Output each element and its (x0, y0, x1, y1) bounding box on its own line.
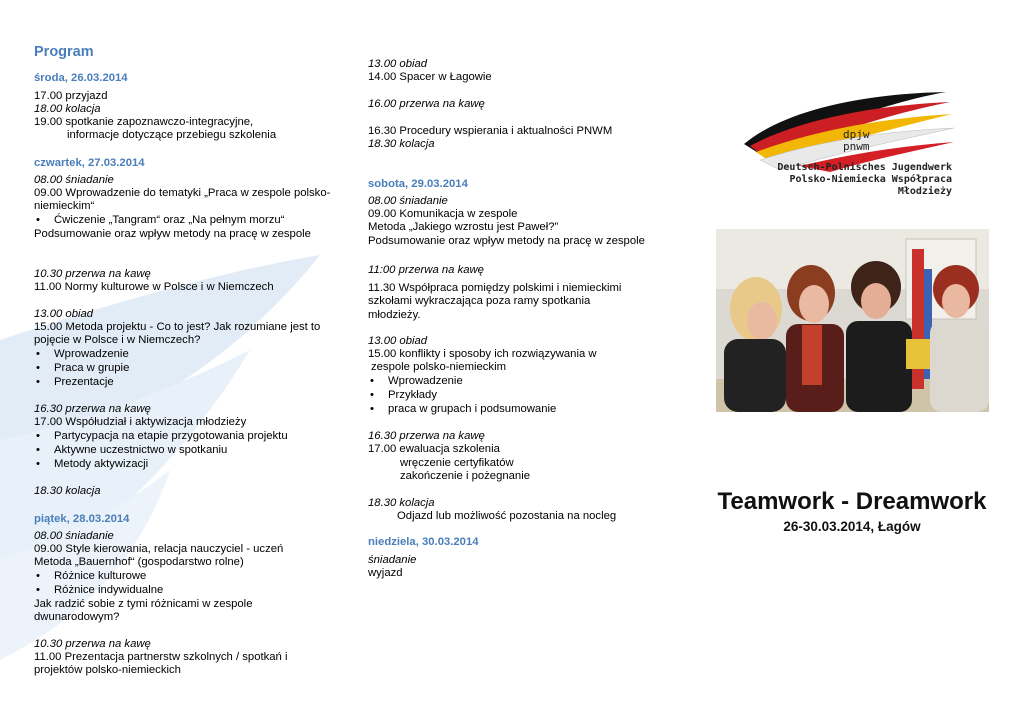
schedule-item: zakończenie i pożegnanie (400, 470, 531, 482)
bullet-item: • Różnice indywidualne (36, 584, 164, 596)
schedule-item: śniadanie (368, 554, 417, 566)
schedule-item: 15.00 konflikty i sposoby ich rozwiązywania w (368, 348, 597, 360)
bullet-item: • Wprowadzenie (36, 348, 129, 360)
schedule-item: 17.00 przyjazd (34, 90, 108, 102)
schedule-item: 11.30 Współpraca pomiędzy polskimi i niemieckimi szkołami wykraczająca poza ramy spotkania młodzieży. (368, 282, 622, 321)
schedule-item: Jak radzić sobie z tymi różnicami w zespole dwunarodowym? (34, 598, 253, 624)
bullet-item: • Praca w grupie (36, 362, 130, 374)
bullet-item: • Metody aktywizacji (36, 458, 149, 470)
schedule-item: 17.00 ewaluacja szkolenia (368, 443, 500, 455)
schedule-item: 13.00 obiad (368, 58, 428, 70)
schedule-item: 16.30 Procedury wspierania i aktualności PNWM (368, 125, 613, 137)
schedule-item: 11:00 przerwa na kawę (368, 264, 484, 276)
schedule-item: informacje dotyczące przebiegu szkolenia (67, 129, 277, 141)
schedule-item: Podsumowanie oraz wpływ metody na pracę w zespole (34, 228, 311, 240)
schedule-item: 08.00 śniadanie (34, 530, 114, 542)
schedule-item: 08.00 śniadanie (34, 174, 114, 186)
schedule-item: wręczenie certyfikatów (400, 457, 514, 469)
day-heading-friday: piątek, 28.03.2014 (34, 513, 130, 525)
schedule-item: 10.30 przerwa na kawę (34, 268, 151, 280)
logo-name-pl: Polsko-Niemiecka Współpraca Młodzieży (789, 174, 952, 197)
group-photo (716, 229, 989, 412)
schedule-item: Metoda „Jakiego wzrostu jest Paweł?” (368, 221, 559, 233)
schedule-item: Odjazd lub możliwość pozostania na nocleg (397, 510, 617, 522)
schedule-item: 08.00 śniadanie (368, 195, 448, 207)
day-heading-wednesday: środa, 26.03.2014 (34, 72, 128, 84)
schedule-item: 11.00 Normy kulturowe w Polsce i w Niemczech (34, 281, 274, 293)
schedule-item: 18.30 kolacja (368, 497, 435, 509)
logo-abbr-pnwm: pnwm (843, 140, 870, 153)
cover-subtitle: 26-30.03.2014, Łagów (783, 519, 921, 534)
schedule-item: 13.00 obiad (368, 335, 428, 347)
schedule-item: 19.00 spotkanie zapoznawczo-integracyjne, (34, 116, 254, 128)
schedule-item: 17.00 Współudział i aktywizacja młodzieży (34, 416, 247, 428)
schedule-item: Metoda „Bauernhof“ (gospodarstwo rolne) (34, 556, 244, 568)
schedule-item: 09.00 Wprowadzenie do tematyki „Praca w zespole polsko-niemieckim“ (34, 187, 331, 213)
schedule-item: 16.00 przerwa na kawę (368, 98, 485, 110)
schedule-item: 14.00 Spacer w Łagowie (368, 71, 492, 83)
bullet-item: • Aktywne uczestnictwo w spotkaniu (36, 444, 228, 456)
schedule-item: 11.00 Prezentacja partnerstw szkolnych / spotkań i projektów polsko-niemieckich (34, 651, 288, 677)
schedule-item: 15.00 Metoda projektu - Co to jest? Jak rozumiane jest to pojęcie w Polsce i w Niemczech? (34, 321, 321, 347)
logo-name-de: Deutsch-Polnisches Jugendwerk (777, 162, 952, 173)
bullet-item: • Prezentacje (36, 376, 114, 388)
day-heading-sunday: niedziela, 30.03.2014 (368, 536, 479, 548)
program-heading: Program (34, 44, 94, 60)
day-heading-thursday: czwartek, 27.03.2014 (34, 157, 145, 169)
bullet-item: • Partycypacja na etapie przygotowania projektu (36, 430, 288, 442)
schedule-item: 18.30 kolacja (34, 485, 101, 497)
schedule-item: wyjazd (368, 567, 403, 579)
schedule-item: 09.00 Komunikacja w zespole (368, 208, 518, 220)
logo-name (744, 162, 952, 198)
schedule-item: 18.00 kolacja (34, 103, 101, 115)
schedule-item: 16.30 przerwa na kawę (368, 430, 485, 442)
schedule-item: 10.30 przerwa na kawę (34, 638, 151, 650)
day-heading-saturday: sobota, 29.03.2014 (368, 178, 468, 190)
bullet-item: • Przykłady (370, 389, 437, 401)
schedule-item: Podsumowanie oraz wpływ metody na pracę w zespole (368, 235, 645, 247)
schedule-item: zespole polsko-niemieckim (371, 361, 506, 373)
group-photo-illustration (716, 229, 989, 412)
schedule-item: 18.30 kolacja (368, 138, 435, 150)
schedule-item: 13.00 obiad (34, 308, 94, 320)
bullet-item: • Ćwiczenie „Tangram“ oraz „Na pełnym morzu“ (36, 214, 285, 226)
bullet-item: • Różnice kulturowe (36, 570, 147, 582)
cover-title: Teamwork - Dreamwork (717, 488, 987, 515)
bullet-item: • Wprowadzenie (370, 375, 463, 387)
bullet-item: • praca w grupach i podsumowanie (370, 403, 557, 415)
logo-abbr-dpjw: dpjw (843, 128, 870, 141)
schedule-item: 16.30 przerwa na kawę (34, 403, 151, 415)
schedule-item: 09.00 Style kierowania, relacja nauczyciel - uczeń (34, 543, 284, 555)
